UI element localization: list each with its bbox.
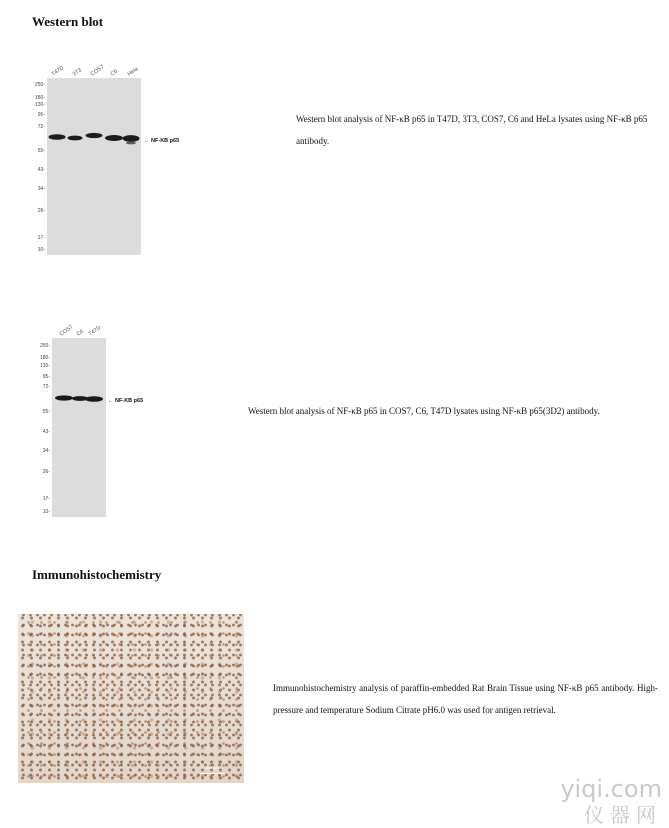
mw-marker: 180-	[39, 355, 50, 361]
mw-marker: 43-	[42, 429, 50, 435]
lane-label: T47D	[87, 325, 103, 338]
mw-marker: 34-	[37, 186, 45, 192]
lane-label: COS7	[89, 64, 106, 78]
section-title-western-blot: Western blot	[32, 14, 104, 29]
mw-marker: 34-	[42, 448, 50, 454]
mw-marker: 10-	[37, 247, 45, 253]
western-blot-image-1	[20, 60, 220, 260]
band-label: ← NF-KB p65	[108, 398, 144, 404]
ihc-tissue-image	[18, 614, 244, 783]
mw-marker: 250-	[34, 82, 45, 88]
mw-marker: 17-	[42, 496, 50, 502]
band	[68, 136, 83, 141]
band	[86, 133, 103, 138]
lane-label: T47D	[50, 65, 66, 78]
band	[85, 396, 103, 402]
mw-marker: 26-	[37, 208, 45, 214]
band	[55, 395, 73, 400]
caption-blot-1: Western blot analysis of NF-κB p65 in T47D, 3T3, COS7, C6 and HeLa lysates using NF-κB p65 antibody.	[296, 114, 648, 146]
lane-labels	[59, 324, 102, 338]
lane-label: Hela	[126, 66, 140, 78]
watermark-text: yiqi.com	[560, 775, 662, 803]
mw-marker: 26-	[42, 469, 50, 475]
mw-marker: 17-	[37, 235, 45, 241]
band	[105, 135, 123, 141]
mw-marker: 55-	[42, 409, 50, 415]
caption-ihc: Immunohistochemistry analysis of paraffin-embedded Rat Brain Tissue using NF-κB p65 antibody. High-pressure and temperature Sodium Citrate pH6.0 was used for antigen retrieval.	[273, 683, 658, 715]
band	[126, 142, 136, 145]
lane-label: C6	[109, 68, 119, 78]
western-blot-image-2	[20, 320, 220, 520]
mw-marker: 72-	[37, 124, 45, 130]
blot-membrane	[47, 78, 141, 255]
mw-marker: 43-	[37, 167, 45, 173]
lane-label: 3T3	[71, 67, 83, 78]
mw-marker: 180-	[34, 95, 45, 101]
mw-marker: 72-	[42, 384, 50, 390]
scale-bar-label: 100 μm	[200, 765, 224, 774]
band	[49, 134, 66, 140]
mw-marker: 95-	[42, 374, 50, 380]
mw-marker: 130-	[39, 363, 50, 369]
mw-marker: 95-	[37, 112, 45, 118]
band	[123, 135, 140, 142]
blot-membrane	[52, 338, 106, 517]
band-label: ← NF-KB p65	[144, 138, 180, 144]
caption-blot-2: Western blot analysis of NF-κB p65 in COS7, C6, T47D lysates using NF-κB p65(3D2) antibody.	[248, 406, 600, 416]
lane-labels	[51, 64, 140, 78]
mw-marker: 250-	[39, 343, 50, 349]
mw-marker: 130-	[34, 102, 45, 108]
mw-marker: 55-	[37, 148, 45, 154]
section-title-ihc: Immunohistochemistry	[32, 567, 162, 582]
watermark-text-cn: 仪器网	[584, 803, 662, 827]
mw-markers	[40, 343, 50, 515]
watermark-logo	[540, 775, 666, 827]
lane-label: C6	[75, 328, 85, 338]
mw-marker: 10-	[42, 509, 50, 515]
mw-markers	[35, 82, 45, 253]
lane-label: COS7	[58, 324, 75, 338]
